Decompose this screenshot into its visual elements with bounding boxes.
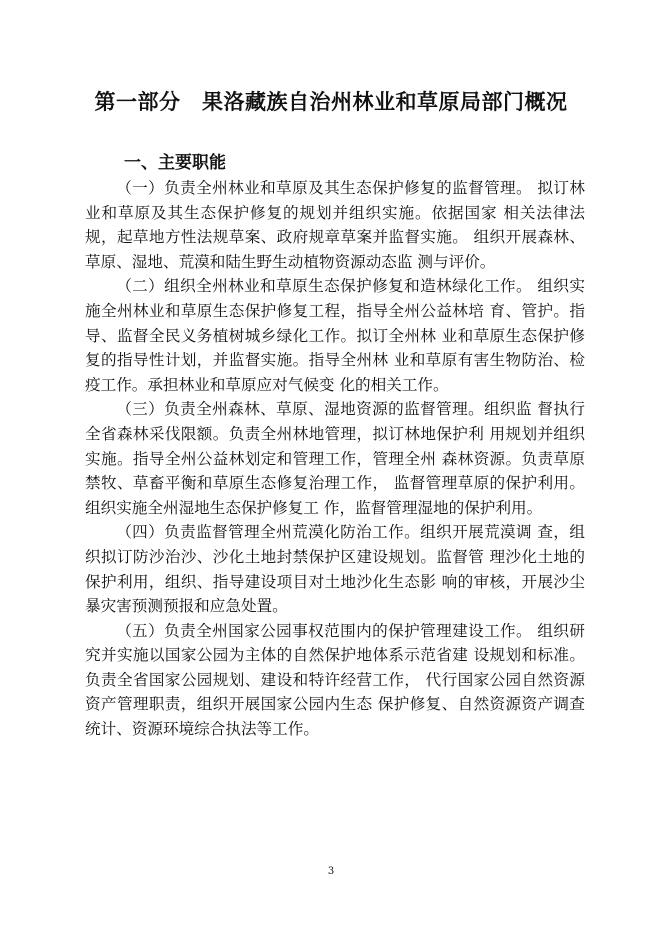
- body-text: [85, 176, 585, 742]
- paragraph-3: （三）负责全州森林、草原、湿地资源的监督管理。组织监 督执行全省森林采伐限额。负责全州林地管理，拟订林地保护利 用规划并组织实施。指导全州公益林划定和管理工作，管理全州 森林资源。负责草原禁牧、草畜平衡和草原生态修复治理工作， 监督管理草原的保护利用。组织实施全州湿地生态保护修复工 作，监督管理湿地的保护利用。: [85, 400, 585, 517]
- paragraph-2: （二）组织全州林业和草原生态保护修复和造林绿化工作。 组织实施全州林业和草原生态保护修复工程，指导全州公益林培 育、管护。指导、监督全民义务植树城乡绿化工作。拟订全州林 业和草原生态保护修复的指导性计划，并监督实施。指导全州林 业和草原有害生物防治、检疫工作。承担林业和草原应对气候变 化的相关工作。: [85, 277, 585, 394]
- section-heading: 一、主要职能: [124, 153, 226, 173]
- paragraph-5: （五）负责全州国家公园事权范围内的保护管理建设工作。 组织研究并实施以国家公园为主体的自然保护地体系示范省建 设规划和标准。负责全省国家公园规划、建设和特许经营工作， 代行国家公园自然资源资产管理职责，组织开展国家公园内生态 保护修复、自然资源资产调查统计、资源环境综合执法等工作。: [85, 621, 585, 739]
- paragraph-4: （四）负责监督管理全州荒漠化防治工作。组织开展荒漠调 查，组织拟订防沙治沙、沙化土地封禁保护区建设规划。监督管 理沙化土地的保护利用，组织、指导建设项目对土地沙化生态影 响的审核，开展沙尘暴灾害预测预报和应急处置。: [85, 523, 585, 616]
- page-number: 3: [327, 866, 335, 877]
- paragraph-1: （一）负责全州林业和草原及其生态保护修复的监督管理。 拟订林业和草原及其生态保护修复的规划并组织实施。依据国家 相关法律法规，起草地方性法规草案、政府规章草案并监督实施。 组织开展森林、草原、湿地、荒漠和陆生野生动植物资源动态监 测与评价。: [85, 179, 585, 271]
- page-title: 第一部分 果洛藏族自治州林业和草原局部门概况: [94, 90, 568, 114]
